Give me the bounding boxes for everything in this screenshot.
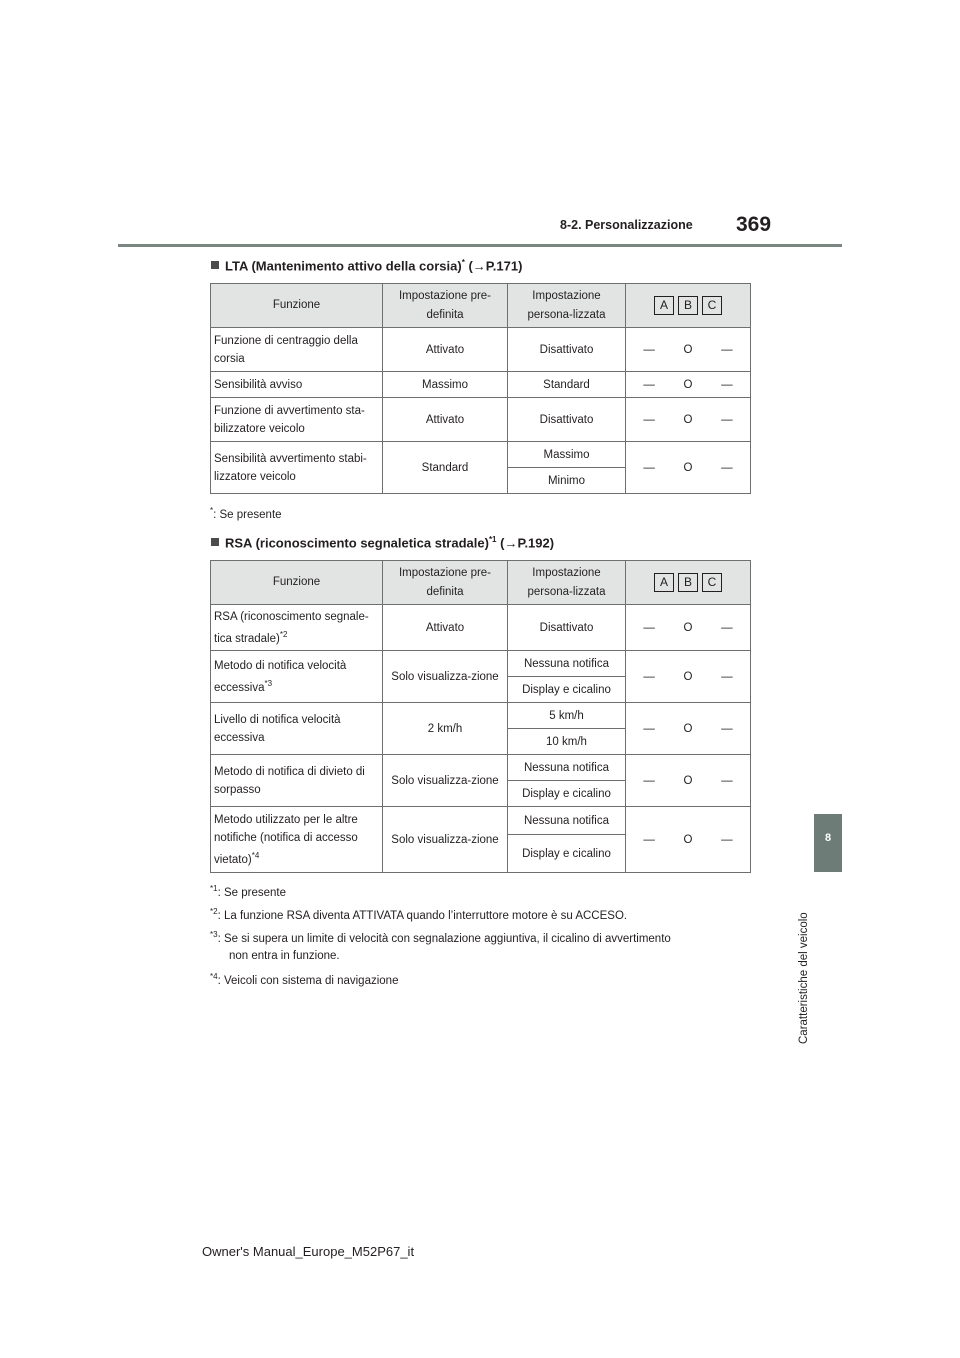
column-header-custom: Impostazione persona-lizzata <box>508 284 626 328</box>
table-row: Display e cicalino <box>211 835 751 873</box>
table-row: Sensibilità avviso Massimo Standard — O — <box>211 372 751 398</box>
page-reference: (→P.171) <box>468 258 523 274</box>
table-row: Display e cicalino <box>211 677 751 703</box>
table-row: Livello di notifica velocità eccessiva 2 km/h 5 km/h — O — <box>211 703 751 729</box>
column-header-custom: Impostazione persona-lizzata <box>508 561 626 605</box>
table-row: RSA (riconoscimento segnale-tica stradale)$^{*2}$ Attivato Disattivato — O — <box>211 605 751 651</box>
rsa-section-title: RSA (riconoscimento segnaletica stradale)$^{*1}$ (→P.192) <box>211 535 554 550</box>
header-divider <box>118 244 842 247</box>
table-row: Funzione di avvertimento sta-bilizzatore veicolo Attivato Disattivato — O — <box>211 398 751 442</box>
rsa-footnote-1: $^{*1}$: Se presente <box>210 884 286 899</box>
table-row: Metodo utilizzato per le altre notifiche (notifica di accesso vietato)$^{*4}$ Solo visualizza-zione Nessuna notifica — O — <box>211 807 751 835</box>
page-number: 369 <box>736 213 772 236</box>
table-row: 10 km/h <box>211 729 751 755</box>
table-row: Display e cicalino <box>211 781 751 807</box>
table-row: Funzione di centraggio della corsia Attivato Disattivato — O — <box>211 328 751 372</box>
rsa-footnote-2: $^{*2}$: La funzione RSA diventa ATTIVATA quando l’interruttore motore è su ACCESO. <box>210 907 628 922</box>
table-row: Sensibilità avvertimento stabi-lizzatore veicolo Standard Massimo — O — <box>211 442 751 468</box>
rsa-footnote-4: $^{*4}$: Veicoli con sistema di navigazione <box>210 972 399 987</box>
table-row: Metodo di notifica velocità eccessiva$^{*3}$ Solo visualizza-zione Nessuna notifica — O — <box>211 651 751 677</box>
chapter-label: Caratteristiche del veicolo <box>798 912 810 1044</box>
table-row: Minimo <box>211 468 751 494</box>
rsa-footnote-3-continued: non entra in funzione. <box>229 950 340 962</box>
section-heading: 8-2. Personalizzazione <box>560 218 693 232</box>
rsa-settings-table <box>210 560 751 873</box>
column-header-function: Funzione <box>211 561 383 605</box>
column-header-abc: A B C <box>626 284 751 328</box>
bullet-square-icon <box>211 538 219 546</box>
column-header-abc: A B C <box>626 561 751 605</box>
bullet-square-icon <box>211 261 219 269</box>
column-header-default: Impostazione pre-definita <box>383 284 508 328</box>
chapter-number: 8 <box>824 832 832 844</box>
document-footer: Owner's Manual_Europe_M52P67_it <box>202 1244 415 1259</box>
column-header-function: Funzione <box>211 284 383 328</box>
rsa-footnote-3: $^{*3}$: Se si supera un limite di velocità con segnalazione aggiuntiva, il cicalino di avvertimento <box>210 930 671 945</box>
lta-settings-table <box>210 283 751 494</box>
lta-footnote: *: Se presente <box>210 506 282 521</box>
table-header-row <box>211 561 751 605</box>
page-reference: (→P.192) <box>500 535 555 551</box>
column-header-default: Impostazione pre-definita <box>383 561 508 605</box>
lta-section-title: LTA (Mantenimento attivo della corsia)* (→P.171) <box>211 258 522 273</box>
table-header-row <box>211 284 751 328</box>
table-row: Metodo di notifica di divieto di sorpasso Solo visualizza-zione Nessuna notifica — O — <box>211 755 751 781</box>
